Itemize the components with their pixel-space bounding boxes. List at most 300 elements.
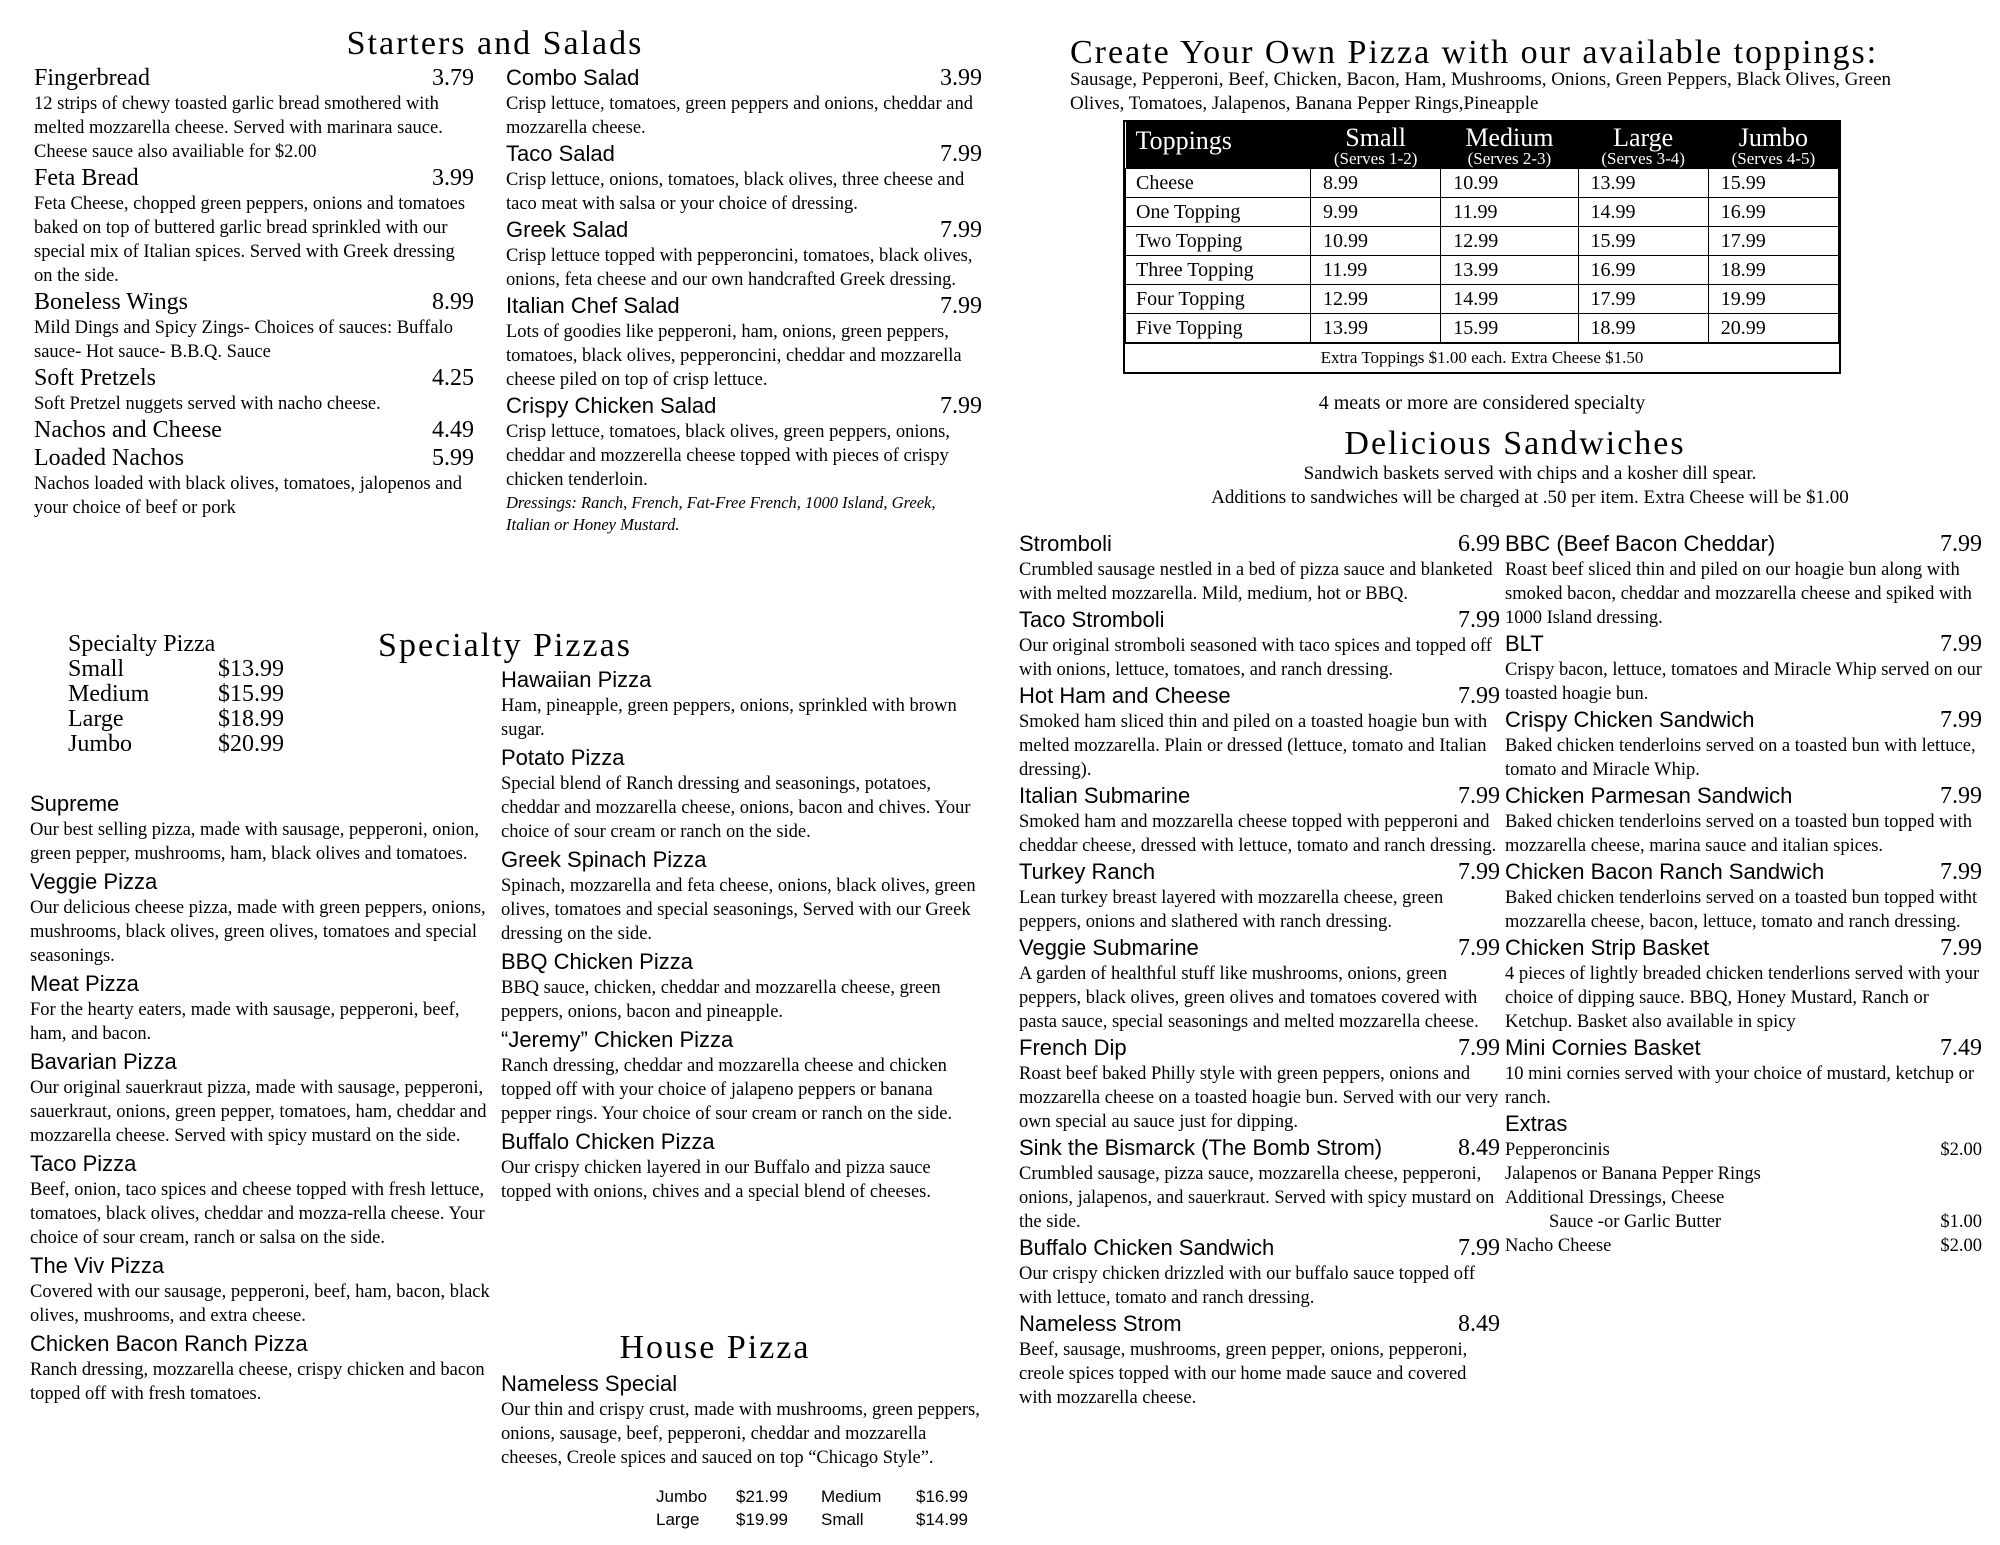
menu-item-name: Nachos and Cheese [34, 417, 222, 443]
menu-item [1505, 630, 1982, 706]
row-price: 14.99 [1441, 285, 1578, 314]
menu-item-desc: Crumbled sausage, pizza sauce, mozzarella cheese, pepperoni, onions, jalapenos, and sauerkraut. Served with spicy mustard on the side. [1019, 1164, 1495, 1232]
menu-item-head [1019, 782, 1500, 810]
menu-item-name: Hot Ham and Cheese [1019, 683, 1231, 708]
menu-item-name: Italian Chef Salad [506, 293, 680, 318]
table-row [1126, 198, 1839, 227]
menu-item [501, 744, 983, 844]
menu-item-head [34, 164, 474, 192]
menu-item-price: 7.99 [1940, 783, 1982, 809]
row-price: 15.99 [1708, 169, 1838, 198]
menu-item-desc: Crispy bacon, lettuce, tomatoes and Miracle Whip served on our toasted hoagie bun. [1505, 660, 1982, 704]
menu-item-desc: Lots of goodies like pepperoni, ham, onions, green peppers, tomatoes, black olives, pepperoncini, cheddar and mozzarella cheese piled on top of crisp lettuce. [506, 322, 962, 390]
menu-item-price: 8.49 [1458, 1135, 1500, 1161]
specialty-size-row [68, 682, 328, 707]
table-header-size [1708, 122, 1838, 169]
menu-item-name: Nameless Strom [1019, 1311, 1182, 1336]
row-price: 13.99 [1441, 256, 1578, 285]
menu-item-name: Crispy Chicken Sandwich [1505, 707, 1755, 732]
menu-item [501, 846, 983, 946]
menu-item-desc: 12 strips of chewy toasted garlic bread smothered with melted mozzarella cheese. Served with marinara sauce. Cheese sauce also availiable for $2.00 [34, 94, 443, 162]
menu-item-head [1019, 606, 1500, 634]
row-price: 16.99 [1578, 256, 1708, 285]
house-item-desc: Our thin and crispy crust, made with mushrooms, green peppers, onions, sausage, beef, pepperoni, cheddar and mozzarella cheeses, Creole spices and sauced on top “Chicago Style”. [501, 1400, 980, 1468]
row-price: 10.99 [1311, 227, 1441, 256]
menu-item [30, 1330, 496, 1406]
menu-item-desc: 10 mini cornies served with your choice of mustard, ketchup or ranch. [1505, 1064, 1975, 1108]
menu-item-price: 7.99 [1940, 935, 1982, 961]
specialty-note: 4 meats or more are considered specialty [1318, 392, 1646, 414]
row-price: 11.99 [1311, 256, 1441, 285]
menu-item [30, 1048, 496, 1148]
menu-item-name: Chicken Parmesan Sandwich [1505, 783, 1793, 808]
menu-item-price: 4.25 [432, 365, 474, 391]
menu-item-price: 8.99 [432, 289, 474, 315]
menu-item-head [506, 140, 982, 168]
menu-item [1019, 858, 1500, 934]
menu-item-head [1505, 1034, 1982, 1062]
house-item-name: Nameless Special [501, 1371, 678, 1396]
menu-item [506, 392, 982, 492]
row-price: 13.99 [1578, 169, 1708, 198]
specialty-box-title: Specialty Pizza [68, 631, 216, 657]
menu-item-name: Loaded Nachos [34, 445, 184, 471]
menu-item [34, 164, 474, 288]
menu-item-price: 7.49 [1940, 1035, 1982, 1061]
table-row [1126, 285, 1839, 314]
row-price: 15.99 [1441, 314, 1578, 343]
menu-item-name: Italian Submarine [1019, 783, 1191, 808]
menu-item-desc: Crisp lettuce, tomatoes, green peppers and onions, cheddar and mozzarella cheese. [506, 94, 973, 138]
specialty-size-row [68, 707, 328, 732]
menu-item-desc: Feta Cheese, chopped green peppers, onions and tomatoes baked on top of buttered garlic bread sprinkled with our special mix of Italian spices. Served with Greek dressing on the side. [34, 194, 466, 286]
house-prices [656, 1485, 986, 1531]
menu-item-head [34, 444, 474, 472]
menu-item-head [506, 216, 982, 244]
menu-item-name: Stromboli [1019, 531, 1112, 556]
menu-item-head [30, 868, 496, 896]
size-serves: (Serves 2-3) [1467, 149, 1552, 168]
table-header-toppings: Toppings [1126, 122, 1311, 169]
menu-item [1019, 1234, 1500, 1310]
size-price: $15.99 [218, 681, 284, 707]
menu-item-name: Feta Bread [34, 165, 139, 191]
menu-item-name: Sink the Bismarck (The Bomb Strom) [1019, 1135, 1383, 1160]
menu-item-desc: Nachos loaded with black olives, tomatoes, jalopenos and your choice of beef or pork [34, 474, 462, 518]
house-price-row [656, 1485, 986, 1508]
row-label: Five Topping [1126, 314, 1311, 343]
menu-item-price: 3.99 [940, 65, 982, 91]
row-price: 12.99 [1311, 285, 1441, 314]
menu-item-desc: Special blend of Ranch dressing and seasonings, potatoes, cheddar and mozzarella cheese, onions, bacon and chives. Your choice of sour cream or ranch on the side. [501, 774, 971, 842]
row-price: 12.99 [1441, 227, 1578, 256]
extras-price: $2.00 [1940, 1140, 1982, 1160]
menu-item-desc: Soft Pretzel nuggets served with nacho cheese. [34, 394, 381, 414]
starters-left-column [34, 64, 474, 520]
menu-item-head [30, 1150, 496, 1178]
menu-item-price: 7.99 [940, 217, 982, 243]
specialty-price-box [68, 632, 328, 757]
menu-item [506, 140, 982, 216]
table-row [1126, 256, 1839, 285]
menu-item-desc: Our delicious cheese pizza, made with green peppers, onions, mushrooms, black olives, green olives, tomatoes and special seasonings. [30, 898, 486, 966]
menu-item-desc: Roast beef baked Philly style with green peppers, onions and mozzarella cheese on a toasted hoagie bun. Served with our very own special au sauce just for dipping. [1019, 1064, 1499, 1132]
menu-item-head [501, 744, 983, 772]
specialty-left-column [30, 790, 496, 1408]
row-price: 19.99 [1708, 285, 1838, 314]
menu-item-price: 8.49 [1458, 1311, 1500, 1337]
row-price: 8.99 [1311, 169, 1441, 198]
specialty-right-column [501, 666, 983, 1206]
menu-item-price: 7.99 [1458, 683, 1500, 709]
menu-item-desc: Crisp lettuce, tomatoes, black olives, green peppers, onions, cheddar and mozzerella cheese topped with pieces of crispy chicken tenderloin. [506, 422, 950, 490]
menu-item [1019, 682, 1500, 782]
menu-item-price: 3.79 [432, 65, 474, 91]
menu-item-price: 7.99 [1940, 531, 1982, 557]
extras-label: Sauce -or Garlic Butter [1549, 1212, 1722, 1232]
menu-item [1505, 706, 1982, 782]
menu-item-desc: Covered with our sausage, pepperoni, beef, ham, bacon, black olives, mushrooms, and extra cheese. [30, 1282, 490, 1326]
menu-item-head [501, 948, 983, 976]
menu-item-head [30, 1330, 496, 1358]
starters-title: Starters and Salads [346, 25, 644, 62]
create-toppings: Sausage, Pepperoni, Beef, Chicken, Bacon, Ham, Mushrooms, Onions, Green Peppers, Black Olives, Green Olives, Tomatoes, Jalapenos, Banana Pepper Rings,Pineapple [1070, 69, 1892, 114]
menu-item [1019, 530, 1500, 606]
menu-item [30, 868, 496, 968]
menu-item-desc: Our best selling pizza, made with sausage, pepperoni, onion, green pepper, mushrooms, ham, black olives and tomatoes. [30, 820, 480, 864]
menu-item-head [1019, 1310, 1500, 1338]
menu-item-name: Supreme [30, 791, 120, 816]
menu-item-head [506, 392, 982, 420]
row-price: 20.99 [1708, 314, 1838, 343]
menu-item-name: BBQ Chicken Pizza [501, 949, 693, 974]
menu-item [34, 416, 474, 444]
menu-item-name: Taco Stromboli [1019, 607, 1165, 632]
row-price: 10.99 [1441, 169, 1578, 198]
extra-toppings-note: Extra Toppings $1.00 each. Extra Cheese $1.50 [1125, 343, 1839, 372]
size-serves: (Serves 3-4) [1601, 149, 1685, 168]
row-label: Cheese [1126, 169, 1311, 198]
row-price: 15.99 [1578, 227, 1708, 256]
extras-item [1505, 1138, 1982, 1162]
size-label: Jumbo [68, 731, 133, 757]
row-price: 17.99 [1708, 227, 1838, 256]
menu-item-name: Combo Salad [506, 65, 640, 90]
menu-item [506, 292, 982, 392]
menu-item-price: 4.49 [432, 417, 474, 443]
menu-item-desc: Mild Dings and Spicy Zings- Choices of sauces: Buffalo sauce- Hot sauce- B.B.Q. Sauce [34, 318, 453, 362]
menu-item-desc: Beef, sausage, mushrooms, green pepper, onions, pepperoni, creole spices topped with our home made sauce and covered with mozzarella cheese. [1019, 1340, 1468, 1408]
table-header-size [1441, 122, 1578, 169]
menu-item-desc: Crumbled sausage nestled in a bed of pizza sauce and blanketed with melted mozzarella. Mild, medium, hot or BBQ. [1019, 560, 1493, 604]
menu-item-desc: Our crispy chicken layered in our Buffalo and pizza sauce topped with onions, chives and a special blend of cheeses. [501, 1158, 932, 1202]
menu-item-desc: Ranch dressing, cheddar and mozzarella cheese and chicken topped off with your choice of jalapeno peppers or banana pepper rings. Your choice of sour cream or ranch on the side. [501, 1056, 953, 1124]
menu-item-head [1505, 858, 1982, 886]
menu-item-name: Crispy Chicken Salad [506, 393, 717, 418]
extras-label: Additional Dressings, Cheese [1505, 1188, 1725, 1208]
menu-item-head [501, 1128, 983, 1156]
menu-item-head [1505, 934, 1982, 962]
extras-label: Pepperoncinis [1505, 1140, 1610, 1160]
menu-item-name: Potato Pizza [501, 745, 625, 770]
row-price: 18.99 [1578, 314, 1708, 343]
house-price: $16.99 [916, 1487, 968, 1506]
menu-item [506, 216, 982, 292]
menu-item-head [34, 64, 474, 92]
menu-item [501, 1026, 983, 1126]
menu-item-name: Hawaiian Pizza [501, 667, 652, 692]
menu-item-name: BBC (Beef Bacon Cheddar) [1505, 531, 1776, 556]
menu-item-desc: For the hearty eaters, made with sausage, pepperoni, beef, ham, and bacon. [30, 1000, 460, 1044]
menu-item-head [34, 288, 474, 316]
menu-item-head [1019, 1134, 1500, 1162]
menu-item-desc: Smoked ham sliced thin and piled on a toasted hoagie bun with melted mozzarella. Plain or dressed (lettuce, tomato and Italian dressing). [1019, 712, 1488, 780]
menu-item-name: Boneless Wings [34, 289, 188, 315]
menu-item [1505, 1034, 1982, 1110]
menu-item-desc: BBQ sauce, chicken, cheddar and mozzarella cheese, green peppers, onions, bacon and pineapple. [501, 978, 941, 1022]
menu-item-name: Chicken Bacon Ranch Sandwich [1505, 859, 1825, 884]
extras-title: Extras [1505, 1111, 1568, 1136]
house-section [501, 1370, 985, 1470]
menu-item-head [1019, 934, 1500, 962]
menu-item-name: Buffalo Chicken Sandwich [1019, 1235, 1275, 1260]
menu-item-head [34, 416, 474, 444]
menu-item-head [501, 846, 983, 874]
menu-item [34, 288, 474, 364]
menu-item-head [1019, 858, 1500, 886]
menu-item-head [506, 292, 982, 320]
menu-item-head [1019, 530, 1500, 558]
sandwiches-right-column [1505, 530, 1982, 1258]
menu-item-name: Greek Salad [506, 217, 629, 242]
menu-item-head [1019, 1034, 1500, 1062]
menu-item-head [1505, 630, 1982, 658]
extras-item [1505, 1186, 1982, 1210]
row-label: One Topping [1126, 198, 1311, 227]
menu-item-desc: Our crispy chicken drizzled with our buffalo sauce topped off with lettuce, tomato and ranch dressing. [1019, 1264, 1476, 1308]
menu-item-price: 7.99 [1458, 935, 1500, 961]
menu-item-desc: Beef, onion, taco spices and cheese topped with fresh lettuce, tomatoes, black olives, cheddar and mozza-rella cheese. Your choice of sour cream, ranch or salsa on the side. [30, 1180, 485, 1248]
menu-item-price: 6.99 [1458, 531, 1500, 557]
menu-item-name: BLT [1505, 631, 1544, 656]
menu-item-name: Bavarian Pizza [30, 1049, 177, 1074]
size-serves: (Serves 4-5) [1731, 149, 1816, 168]
menu-item [501, 1128, 983, 1204]
house-size: Jumbo [656, 1487, 708, 1506]
starters-right-column [506, 64, 982, 536]
menu-item-head [30, 1252, 496, 1280]
menu-item-desc: Spinach, mozzarella and feta cheese, onions, black olives, green olives, tomatoes and special seasonings, Served with our Greek dressing on the side. [501, 876, 976, 944]
table-row [1126, 169, 1839, 198]
table-header-size [1311, 122, 1441, 169]
menu-item [1505, 934, 1982, 1034]
menu-item-head [501, 666, 983, 694]
extras-item [1505, 1210, 1982, 1234]
menu-item-head [1505, 782, 1982, 810]
row-label: Four Topping [1126, 285, 1311, 314]
menu-item-desc: Crisp lettuce topped with pepperoncini, tomatoes, black olives, onions, feta cheese and our own handcrafted Greek dressing. [506, 246, 973, 290]
row-label: Three Topping [1126, 256, 1311, 285]
menu-item [501, 948, 983, 1024]
menu-item-name: Veggie Submarine [1019, 935, 1199, 960]
specialty-size-row [68, 732, 328, 757]
menu-item-price: 7.99 [1940, 859, 1982, 885]
create-title: Create Your Own Pizza with our available toppings: [1070, 34, 1879, 71]
extras-price: $1.00 [1940, 1212, 1982, 1232]
menu-item-head [34, 364, 474, 392]
sandwiches-left-column [1019, 530, 1500, 1410]
extras-item [1505, 1234, 1982, 1258]
menu-item-price: 7.99 [940, 393, 982, 419]
menu-item-name: Greek Spinach Pizza [501, 847, 707, 872]
house-price: $14.99 [916, 1510, 968, 1529]
menu-item [1505, 858, 1982, 934]
menu-item-name: “Jeremy” Chicken Pizza [501, 1027, 734, 1052]
extras-item [1505, 1162, 1982, 1186]
house-size: Large [656, 1510, 700, 1529]
specialty-size-row [68, 657, 328, 682]
row-price: 16.99 [1708, 198, 1838, 227]
sandwiches-title: Delicious Sandwiches [1344, 425, 1686, 462]
specialty-title: Specialty Pizzas [378, 627, 632, 664]
menu-item [506, 64, 982, 140]
menu-item-price: 3.99 [432, 165, 474, 191]
row-price: 18.99 [1708, 256, 1838, 285]
size-label: Large [68, 706, 124, 732]
sandwiches-sub2: Additions to sandwiches will be charged at .50 per item. Extra Cheese will be $1.00 [1211, 487, 1849, 508]
menu-item-name: The Viv Pizza [30, 1253, 165, 1278]
menu-item-name: Chicken Strip Basket [1505, 935, 1710, 960]
menu-item-price: 7.99 [1458, 1035, 1500, 1061]
menu-item-desc: Ranch dressing, mozzarella cheese, crispy chicken and bacon topped off with fresh tomatoes. [30, 1360, 485, 1404]
row-label: Two Topping [1126, 227, 1311, 256]
menu-item [1505, 782, 1982, 858]
menu-item-price: 7.99 [940, 141, 982, 167]
menu-item-desc: Our original stromboli seasoned with taco spices and topped off with onions, lettuce, tomatoes, and ranch dressing. [1019, 636, 1492, 680]
menu-item [30, 1150, 496, 1250]
menu-item-price: 7.99 [1940, 707, 1982, 733]
size-price: $18.99 [218, 706, 284, 732]
menu-item-desc: Lean turkey breast layered with mozzarella cheese, green peppers, onions and slathered with ranch dressing. [1019, 888, 1444, 932]
menu-item [30, 970, 496, 1046]
menu-item-price: 7.99 [940, 293, 982, 319]
menu-item-desc: A garden of healthful stuff like mushrooms, onions, green peppers, black olives, green olives and tomatoes covered with pasta sauce, special seasonings and melted mozzarella cheese. [1019, 964, 1479, 1032]
row-price: 11.99 [1441, 198, 1578, 227]
menu-item-name: Fingerbread [34, 65, 150, 91]
menu-item [501, 666, 983, 742]
house-size: Medium [821, 1487, 882, 1506]
menu-item-head [1505, 706, 1982, 734]
menu-item-head [1019, 682, 1500, 710]
menu-item-name: Buffalo Chicken Pizza [501, 1129, 715, 1154]
menu-item-price: 5.99 [432, 445, 474, 471]
row-price: 17.99 [1578, 285, 1708, 314]
extras-label: Nacho Cheese [1505, 1236, 1612, 1256]
size-label: Small [68, 656, 125, 682]
table-row [1126, 227, 1839, 256]
house-price: $19.99 [736, 1510, 788, 1529]
table-header-size [1578, 122, 1708, 169]
menu-item [30, 790, 496, 866]
menu-item [1019, 1310, 1500, 1410]
menu-item-head [30, 970, 496, 998]
house-price-row [656, 1508, 986, 1531]
sandwiches-sub1: Sandwich baskets served with chips and a kosher dill spear. [1303, 463, 1757, 484]
menu-item-desc: Baked chicken tenderloins served on a toasted bun with lettuce, tomato and Miracle Whip. [1505, 736, 1976, 780]
menu-item-head [506, 64, 982, 92]
size-name: Small [1345, 123, 1406, 152]
menu-item [1019, 782, 1500, 858]
menu-item-head [1019, 1234, 1500, 1262]
dressings-note: Dressings: Ranch, French, Fat-Free French, 1000 Island, Greek, Italian or Honey Mustard. [506, 493, 936, 534]
menu-item-desc: Crisp lettuce, onions, tomatoes, black olives, three cheese and taco meat with salsa or your choice of dressing. [506, 170, 965, 214]
menu-item [1019, 1134, 1500, 1234]
row-price: 9.99 [1311, 198, 1441, 227]
menu-item-name: Mini Cornies Basket [1505, 1035, 1701, 1060]
menu-item [1019, 606, 1500, 682]
menu-item [1019, 934, 1500, 1034]
menu-item-name: Taco Salad [506, 141, 615, 166]
row-price: 13.99 [1311, 314, 1441, 343]
menu-item-price: 7.99 [1458, 607, 1500, 633]
row-price: 14.99 [1578, 198, 1708, 227]
menu-item-desc: Smoked ham and mozzarella cheese topped with pepperoni and cheddar cheese, dressed with lettuce, tomato and ranch dressing. [1019, 812, 1497, 856]
menu-item [1019, 1034, 1500, 1134]
menu-item-price: 7.99 [1458, 783, 1500, 809]
menu-item-price: 7.99 [1458, 859, 1500, 885]
menu-item-name: French Dip [1019, 1035, 1127, 1060]
menu-item [34, 364, 474, 416]
menu-item-price: 7.99 [1940, 631, 1982, 657]
size-serves: (Serves 1-2) [1333, 149, 1418, 168]
pizza-price-table [1123, 120, 1841, 374]
menu-item-desc: Ham, pineapple, green peppers, onions, sprinkled with brown sugar. [501, 696, 957, 740]
menu-item [34, 444, 474, 520]
menu-item [1505, 530, 1982, 630]
size-name: Large [1613, 123, 1674, 152]
menu-item-head [30, 790, 496, 818]
house-size: Small [821, 1510, 864, 1529]
menu-item-name: Taco Pizza [30, 1151, 137, 1176]
size-price: $20.99 [218, 731, 284, 757]
menu-item-desc: Baked chicken tenderloins served on a toasted bun topped witht mozzarella cheese, bacon, lettuce, tomato and ranch dressing. [1505, 888, 1978, 932]
table-row [1126, 314, 1839, 343]
size-name: Medium [1465, 123, 1554, 152]
menu-item-desc: 4 pieces of lightly breaded chicken tenderlions served with your choice of dipping sauce. BBQ, Honey Mustard, Ranch or Ketchup. Basket also available in spicy [1505, 964, 1980, 1032]
menu-item-head [1505, 530, 1982, 558]
menu-item-name: Veggie Pizza [30, 869, 158, 894]
menu-item-head [501, 1026, 983, 1054]
menu-item-name: Meat Pizza [30, 971, 139, 996]
menu-item [34, 64, 474, 164]
extras-price: $2.00 [1940, 1236, 1982, 1256]
menu-item-price: 7.99 [1458, 1235, 1500, 1261]
house-title: House Pizza [619, 1329, 811, 1366]
extras-label: Jalapenos or Banana Pepper Rings [1505, 1164, 1761, 1184]
menu-item-name: Soft Pretzels [34, 365, 156, 391]
size-name: Jumbo [1738, 123, 1809, 152]
house-price: $21.99 [736, 1487, 788, 1506]
menu-item-desc: Our original sauerkraut pizza, made with sausage, pepperoni, sauerkraut, onions, green pepper, tomatoes, ham, cheddar and mozzarella cheese. Served with spicy mustard on the side. [30, 1078, 487, 1146]
menu-item-head [30, 1048, 496, 1076]
menu-item-name: Turkey Ranch [1019, 859, 1156, 884]
menu-item [30, 1252, 496, 1328]
size-price: $13.99 [218, 656, 284, 682]
menu-item-desc: Baked chicken tenderloins served on a toasted bun topped with mozzarella cheese, marina sauce and italian spices. [1505, 812, 1972, 856]
size-label: Medium [68, 681, 150, 707]
menu-item-name: Chicken Bacon Ranch Pizza [30, 1331, 308, 1356]
menu-item-desc: Roast beef sliced thin and piled on our hoagie bun along with smoked bacon, cheddar and mozzarella cheese and spiked with 1000 Island dressing. [1505, 560, 1972, 628]
